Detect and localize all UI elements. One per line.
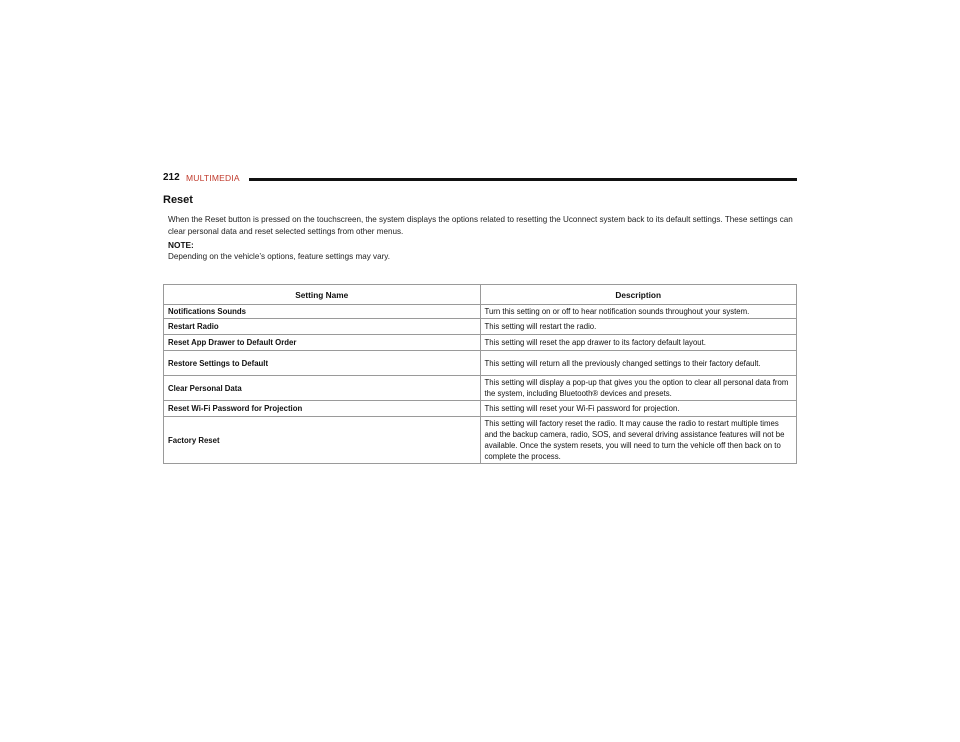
setting-name-cell: Notifications Sounds [164,305,481,319]
setting-name-cell: Reset App Drawer to Default Order [164,335,481,351]
setting-description-cell: This setting will reset the app drawer to its factory default layout. [480,335,797,351]
setting-name-cell: Factory Reset [164,417,481,464]
note-text: Depending on the vehicle’s options, feature settings may vary. [168,252,390,261]
setting-description-cell: Turn this setting on or off to hear notification sounds throughout your system. [480,305,797,319]
setting-description-cell: This setting will display a pop-up that gives you the option to clear all personal data from the system, including Bluetooth® devices and presets. [480,376,797,401]
page-number: 212 [163,172,180,183]
column-header-description: Description [480,285,797,305]
table-row [164,319,797,335]
section-heading: Reset [163,194,193,206]
section-title: MULTIMEDIA [186,173,240,183]
note-label: NOTE: [168,240,194,250]
setting-description-cell: This setting will factory reset the radio. It may cause the radio to restart multiple times and the backup camera, radio, SOS, and several driving assistance features will not be available. Once the system resets, you will need to turn the vehicle off then back on to complete the process. [480,417,797,464]
setting-description-cell: This setting will reset your Wi-Fi password for projection. [480,401,797,417]
setting-name-cell: Reset Wi-Fi Password for Projection [164,401,481,417]
table-row [164,417,797,464]
reset-settings-table [163,284,797,464]
setting-name-cell: Restore Settings to Default [164,351,481,376]
setting-description-cell: This setting will return all the previously changed settings to their factory default. [480,351,797,376]
setting-description-cell: This setting will restart the radio. [480,319,797,335]
table-row [164,335,797,351]
setting-name-cell: Restart Radio [164,319,481,335]
page-header [163,172,797,188]
header-rule [249,178,797,181]
column-header-setting-name: Setting Name [164,285,481,305]
table-header-row [164,285,797,305]
table-row [164,305,797,319]
intro-paragraph: When the Reset button is pressed on the touchscreen, the system displays the options related to resetting the Uconnect system back to its default settings. These settings can clear personal data and reset selected settings from other menus. [168,215,793,236]
table-row [164,401,797,417]
table-row [164,376,797,401]
setting-name-cell: Clear Personal Data [164,376,481,401]
table-row [164,351,797,376]
